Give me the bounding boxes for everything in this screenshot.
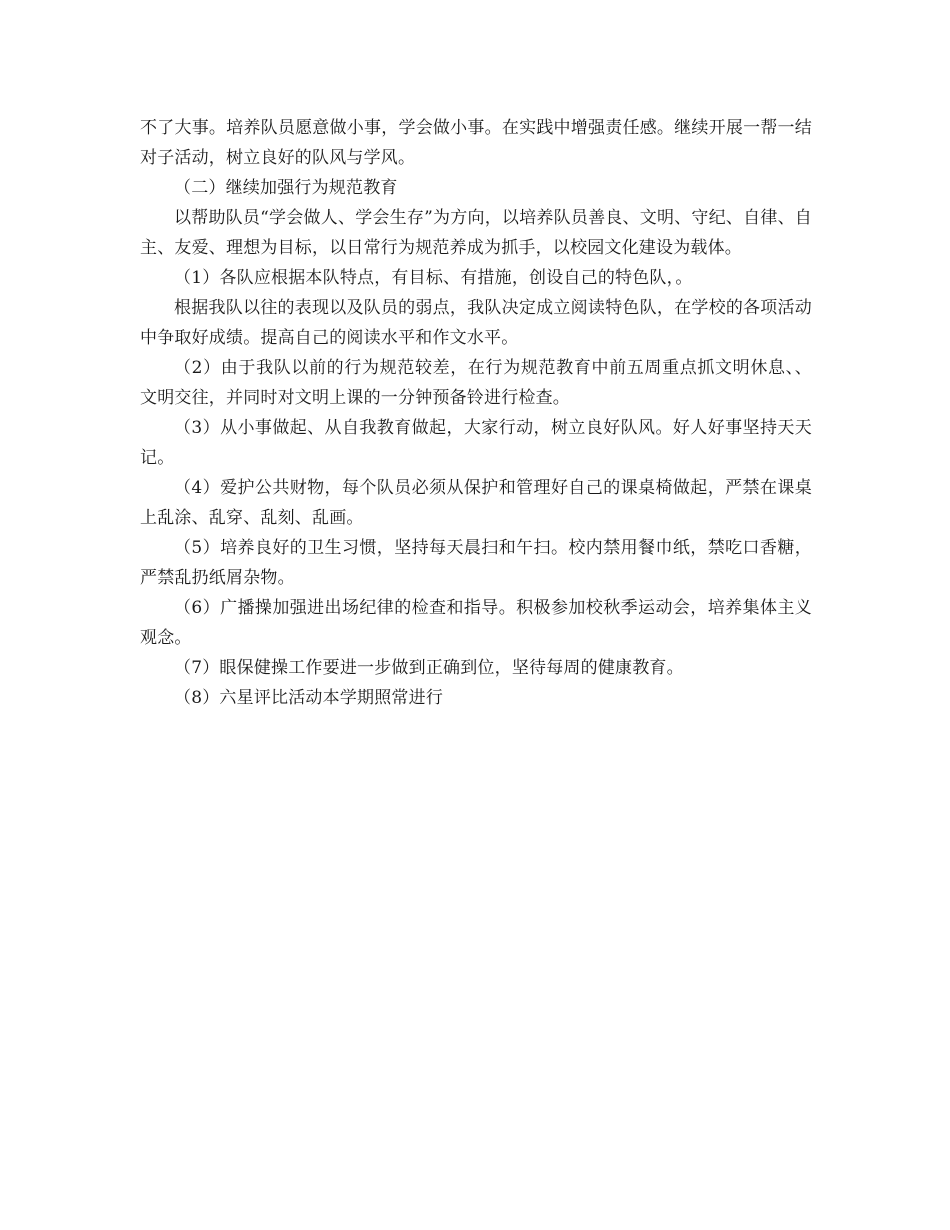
list-item-6: （6）广播操加强进出场纪律的检查和指导。积极参加校秋季运动会，培养集体主义观念。	[140, 598, 812, 648]
list-item-8: （8）六星评比活动本学期照常进行	[174, 688, 444, 708]
paragraph-intro: 以帮助队员“学会做人、学会生存”为方向，以培养队员善良、文明、守纪、自律、自主、友爱、理想为目标，以日常行为规范养成为抓手，以校园文化建设为载体。	[140, 208, 812, 258]
list-item-4: （4）爱护公共财物，每个队员必须从保护和管理好自己的课桌椅做起，严禁在课桌上乱涂、乱穿、乱刻、乱画。	[140, 478, 812, 528]
list-item-1: （1）各队应根据本队特点，有目标、有措施，创设自己的特色队，。	[174, 268, 693, 288]
paragraph-reading-team: 根据我队以往的表现以及队员的弱点，我队决定成立阅读特色队，在学校的各项活动中争取好成绩。提高自己的阅读水平和作文水平。	[140, 298, 812, 348]
section-heading: （二）继续加强行为规范教育	[174, 178, 398, 198]
list-item-5: （5）培养良好的卫生习惯，坚持每天晨扫和午扫。校内禁用餐巾纸，禁吃口香糖，严禁乱扔纸屑杂物。	[140, 538, 812, 588]
list-item-3: （3）从小事做起、从自我教育做起，大家行动，树立良好队风。好人好事坚持天天记。	[140, 418, 812, 468]
list-item-2: （2）由于我队以前的行为规范较差，在行为规范教育中前五周重点抓文明休息、、文明交往，并同时对文明上课的一分钟预备铃进行检查。	[140, 358, 812, 408]
document-body	[140, 113, 812, 713]
list-item-7: （7）眼保健操工作要进一步做到正确到位，坚待每周的健康教育。	[174, 658, 684, 678]
paragraph-continuation: 不了大事。培养队员愿意做小事，学会做小事。在实践中增强责任感。继续开展一帮一结对子活动，树立良好的队风与学风。	[140, 118, 812, 168]
